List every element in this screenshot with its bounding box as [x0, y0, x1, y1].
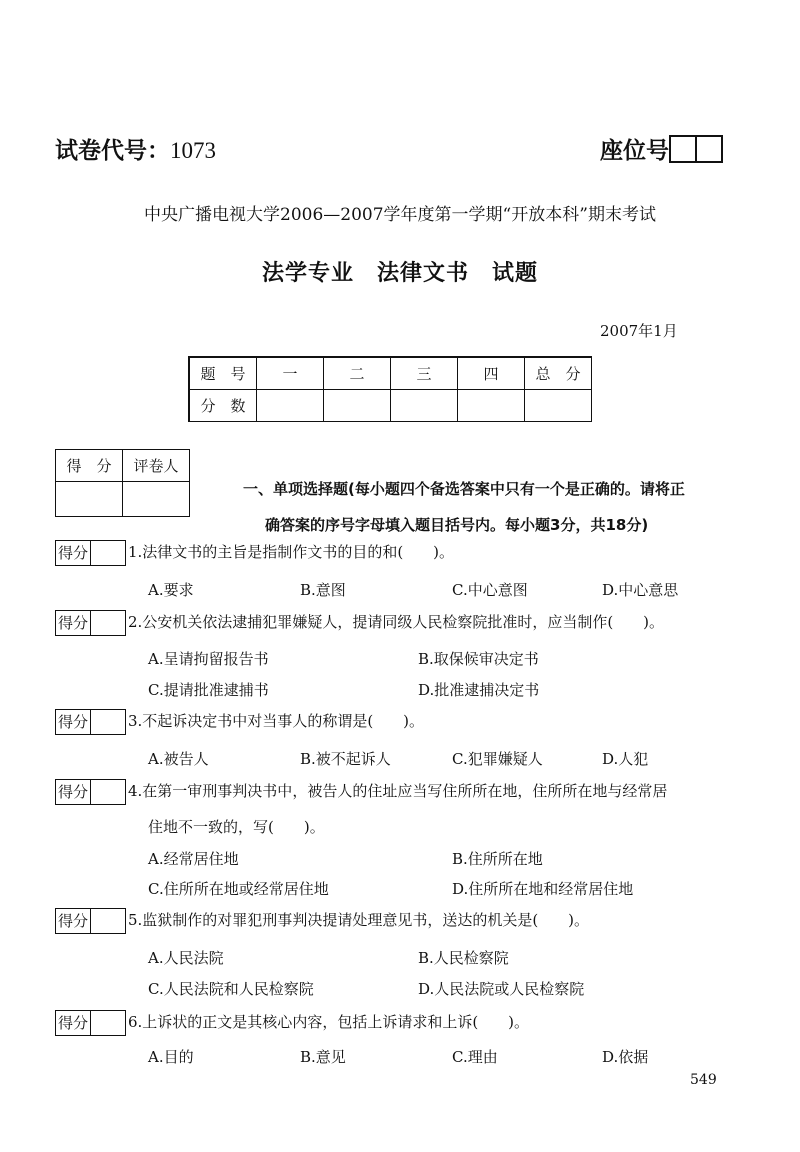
option: A.被告人	[148, 750, 209, 768]
paper-code-label: 试卷代号：	[55, 138, 170, 164]
grader-table	[55, 449, 190, 517]
option: D.住所所在地和经常居住地	[452, 880, 634, 898]
mark-blank[interactable]	[91, 780, 125, 804]
score-cell[interactable]	[257, 390, 324, 422]
seat-number	[600, 132, 723, 165]
option: B.住所所在地	[452, 850, 543, 868]
option: C.中心意图	[452, 581, 528, 599]
score-table-value-row	[189, 390, 592, 422]
question-mark-box	[55, 779, 126, 805]
option: D.人民法院或人民检察院	[418, 980, 585, 998]
option: D.中心意思	[602, 581, 679, 599]
paper-code	[55, 132, 216, 165]
section-heading	[243, 471, 733, 543]
score-header-cell: 三	[391, 357, 458, 390]
page-number: 549	[690, 1072, 717, 1088]
mark-label: 得分	[56, 780, 91, 804]
score-cell[interactable]	[458, 390, 525, 422]
option: B.取保候审决定书	[418, 650, 539, 668]
question-mark-box	[55, 610, 126, 636]
option: B.人民检察院	[418, 949, 509, 967]
option: C.人民法院和人民检察院	[148, 980, 314, 998]
option: C.犯罪嫌疑人	[452, 750, 543, 768]
mark-label: 得分	[56, 611, 91, 635]
section-heading-line2: 确答案的序号字母填入题目括号内。每小题3分，共18分)	[265, 516, 649, 534]
exam-subtitle: 中央广播电视大学2006—2007学年度第一学期“开放本科”期末考试	[144, 205, 656, 225]
option: A.呈请拘留报告书	[148, 650, 269, 668]
option: C.理由	[452, 1048, 498, 1066]
score-table-header-row	[189, 357, 592, 390]
question-stem-continued: 住地不一致的，写( )。	[148, 818, 325, 836]
question-stem: 4.在第一审刑事判决书中，被告人的住址应当写住所所在地，住所所在地与经常居	[128, 782, 668, 800]
option: B.被不起诉人	[300, 750, 391, 768]
score-cell[interactable]	[324, 390, 391, 422]
option: C.住所所在地或经常居住地	[148, 880, 329, 898]
score-header-cell: 一	[257, 357, 324, 390]
option: A.人民法院	[148, 949, 224, 967]
option: C.提请批准逮捕书	[148, 681, 269, 699]
score-header-cell: 四	[458, 357, 525, 390]
option: D.批准逮捕决定书	[418, 681, 540, 699]
option: A.目的	[148, 1048, 194, 1066]
grader-score-header: 得 分	[56, 450, 123, 482]
mark-blank[interactable]	[91, 611, 125, 635]
grader-name-header: 评卷人	[123, 450, 190, 482]
seat-box[interactable]	[695, 135, 723, 163]
question-mark-box	[55, 1010, 126, 1036]
score-row-label: 分 数	[189, 390, 257, 422]
mark-blank[interactable]	[91, 1011, 125, 1035]
mark-label: 得分	[56, 1011, 91, 1035]
option: A.经常居住地	[148, 850, 239, 868]
question-stem: 6.上诉状的正文是其核心内容，包括上诉请求和上诉( )。	[128, 1013, 530, 1031]
score-header-cell: 总 分	[525, 357, 592, 390]
score-cell[interactable]	[525, 390, 592, 422]
seat-boxes	[671, 135, 723, 163]
mark-blank[interactable]	[91, 710, 125, 734]
seat-box[interactable]	[669, 135, 697, 163]
grader-name-cell[interactable]	[123, 482, 190, 517]
question-stem: 5.监狱制作的对罪犯刑事判决提请处理意见书，送达的机关是( )。	[128, 911, 590, 929]
option: D.人犯	[602, 750, 649, 768]
option: B.意图	[300, 581, 346, 599]
mark-blank[interactable]	[91, 541, 125, 565]
grader-score-cell[interactable]	[56, 482, 123, 517]
question-stem: 1.法律文书的主旨是指制作文书的目的和( )。	[128, 543, 455, 561]
mark-blank[interactable]	[91, 909, 125, 933]
question-stem: 2.公安机关依法逮捕犯罪嫌疑人，提请同级人民检察院批准时，应当制作( )。	[128, 613, 665, 631]
score-header-cell: 题 号	[189, 357, 257, 390]
question-mark-box	[55, 709, 126, 735]
question-stem: 3.不起诉决定书中对当事人的称谓是( )。	[128, 712, 425, 730]
exam-date: 2007年1月	[600, 322, 678, 340]
option: B.意见	[300, 1048, 346, 1066]
score-header-cell: 二	[324, 357, 391, 390]
mark-label: 得分	[56, 710, 91, 734]
exam-title: 法学专业 法律文书 试题	[261, 261, 538, 286]
mark-label: 得分	[56, 541, 91, 565]
option: A.要求	[148, 581, 194, 599]
paper-code-number: 1073	[170, 138, 216, 163]
score-table	[188, 356, 592, 422]
question-mark-box	[55, 540, 126, 566]
score-cell[interactable]	[391, 390, 458, 422]
option: D.依据	[602, 1048, 649, 1066]
question-mark-box	[55, 908, 126, 934]
section-heading-line1: 一、单项选择题(每小题四个备选答案中只有一个是正确的。请将正	[243, 480, 685, 498]
seat-label: 座位号	[600, 138, 669, 164]
mark-label: 得分	[56, 909, 91, 933]
